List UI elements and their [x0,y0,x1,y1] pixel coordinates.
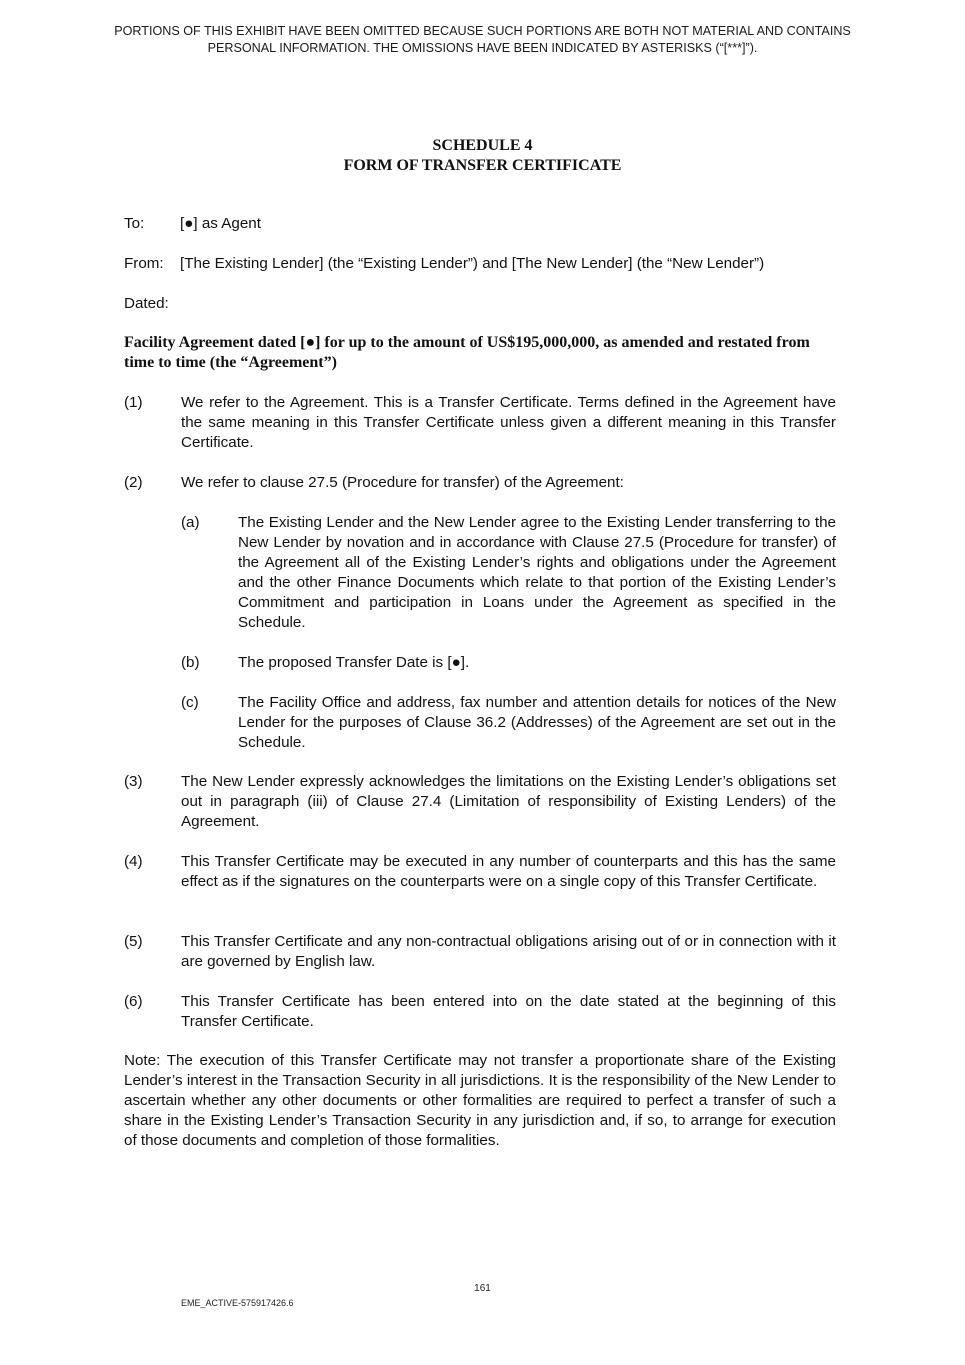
subparagraph-b [181,653,836,673]
paragraph-text: The New Lender expressly acknowledges the limitations on the Existing Lender’s obligations set out in paragraph (iii) of Clause 27.4 (Limitation of responsibility of Existing Lenders) of the Agreement. [181,773,836,830]
dated-label: Dated: [124,295,169,312]
paragraph-1 [124,393,836,453]
facility-heading: Facility Agreement dated [●] for up to the amount of US$195,000,000, as amended and restated from time to time (the “Agreement”) [124,334,810,371]
paragraph-text: This Transfer Certificate has been entered into on the date stated at the beginning of this Transfer Certificate. [181,993,836,1030]
page-number: 161 [474,1283,491,1294]
paragraph-6 [124,992,836,1032]
paragraph-number: (1) [124,394,143,411]
form-title: FORM OF TRANSFER CERTIFICATE [343,157,622,174]
paragraph-number: (5) [124,933,143,950]
from-label: From: [124,255,164,272]
paragraph-4 [124,852,836,892]
paragraph-2 [124,473,836,493]
paragraph-text: This Transfer Certificate and any non-contractual obligations arising out of or in connection with it are governed by English law. [181,933,836,970]
paragraph-number: (4) [124,853,143,870]
subparagraph-letter: (c) [181,694,199,711]
paragraph-5 [124,932,836,972]
paragraph-number: (3) [124,773,143,790]
paragraph-text: This Transfer Certificate may be executed in any number of counterparts and this has the same effect as if the signatures on the counterparts were on a single copy of this Transfer Certificate. [181,853,836,890]
subparagraph-text: The Existing Lender and the New Lender agree to the Existing Lender transferring to the New Lender by novation and in accordance with Clause 27.5 (Procedure for transfer) of the Agreement all of the Existing Lender’s rights and obligations under the Agreement and the other Finance Documents which relate to that portion of the Existing Lender’s Commitment and participation in Loans under the Agreement as specified in the Schedule. [238,514,836,631]
to-label: To: [124,215,145,232]
to-value: [●] as Agent [180,215,261,232]
schedule-title: SCHEDULE 4 [432,137,533,154]
omission-disclaimer: PORTIONS OF THIS EXHIBIT HAVE BEEN OMITTED BECAUSE SUCH PORTIONS ARE BOTH NOT MATERIAL AND CONTAINS PERSONAL INFORMATION. THE OMISSIONS HAVE BEEN INDICATED BY ASTERISKS (“[***]”). [114,24,851,55]
subparagraph-letter: (a) [181,514,200,531]
paragraph-3 [124,772,836,832]
paragraph-text: We refer to clause 27.5 (Procedure for transfer) of the Agreement: [181,474,624,491]
subparagraph-c [181,693,836,753]
paragraph-number: (2) [124,474,143,491]
subparagraph-letter: (b) [181,654,200,671]
document-id: EME_ACTIVE-575917426.6 [181,1298,294,1308]
from-value: [The Existing Lender] (the “Existing Lender”) and [The New Lender] (the “New Lender”) [180,255,765,272]
subparagraph-a [181,513,836,633]
subparagraph-text: The Facility Office and address, fax number and attention details for notices of the New Lender for the purposes of Clause 36.2 (Addresses) of the Agreement are set out in the Schedule. [238,694,836,751]
paragraph-number: (6) [124,993,143,1010]
paragraph-text: We refer to the Agreement. This is a Transfer Certificate. Terms defined in the Agreement have the same meaning in this Transfer Certificate unless given a different meaning in this Transfer Certificate. [181,394,836,451]
subparagraph-text: The proposed Transfer Date is [●]. [238,654,470,671]
note-paragraph: Note: The execution of this Transfer Certificate may not transfer a proportionate share of the Existing Lender’s interest in the Transaction Security in all jurisdictions. It is the responsibility of the New Lender to ascertain whether any other documents or other formalities are required to perfect a transfer of such a share in the Existing Lender’s Transaction Security in any jurisdiction and, if so, to arrange for execution of those documents and completion of those formalities. [124,1052,836,1149]
